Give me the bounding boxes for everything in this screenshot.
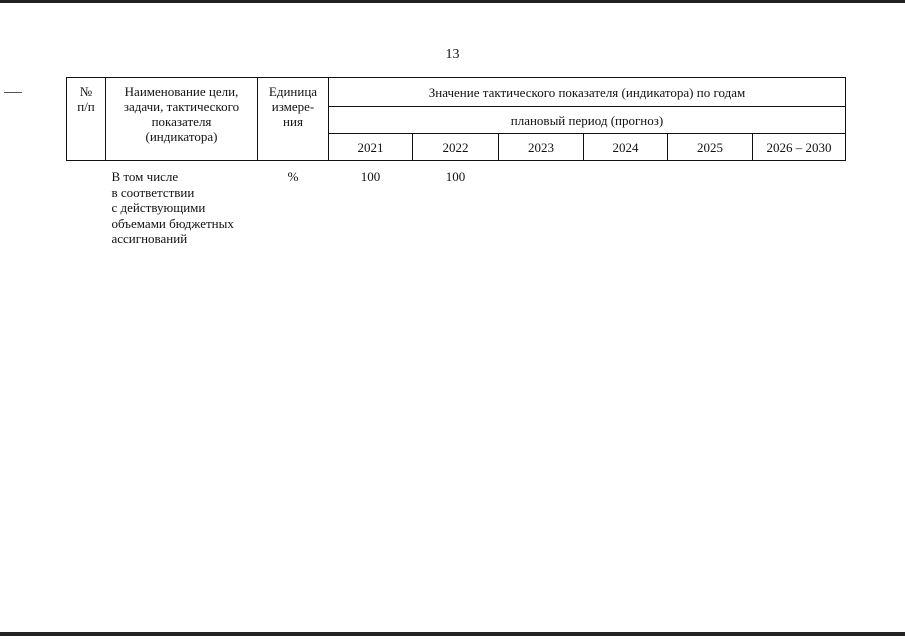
header-unit-cell bbox=[258, 78, 329, 161]
header-row-1 bbox=[67, 78, 846, 107]
row-value-cell bbox=[499, 161, 584, 247]
table-row bbox=[67, 161, 846, 247]
header-num-label: п/п bbox=[77, 99, 95, 114]
year-header-cell: 2021 bbox=[329, 134, 413, 161]
header-name-cell bbox=[106, 78, 258, 161]
row-value-cell bbox=[584, 161, 668, 247]
year-header-cell: 2023 bbox=[499, 134, 584, 161]
header-num-symbol: № bbox=[79, 84, 93, 99]
row-name-line: в соответствии bbox=[111, 184, 195, 200]
row-num-cell bbox=[67, 161, 106, 247]
row-name-cell bbox=[106, 161, 258, 247]
row-value-cell: 100 bbox=[360, 169, 381, 184]
row-name-line: объемами бюджетных bbox=[111, 215, 234, 231]
row-value-cell bbox=[753, 161, 846, 247]
year-header-cell: 2022 bbox=[413, 134, 499, 161]
scan-edge-bottom bbox=[0, 632, 905, 636]
page-number: 13 bbox=[445, 47, 460, 62]
row-value-cell bbox=[668, 161, 753, 247]
header-name-line: Наименование цели, bbox=[124, 84, 239, 99]
header-unit-line: измере- bbox=[271, 99, 315, 114]
header-value-cell: Значение тактического показателя (индикатора) по годам bbox=[329, 78, 846, 107]
year-header-cell: 2024 bbox=[584, 134, 668, 161]
row-name-line: ассигнований bbox=[111, 231, 188, 246]
header-name-line: задачи, тактического bbox=[123, 99, 240, 114]
header-unit-line: ния bbox=[283, 114, 303, 129]
row-value-cell: 100 bbox=[445, 169, 466, 184]
header-unit-line: Единица bbox=[268, 84, 318, 99]
row-name-line: В том числе bbox=[111, 169, 179, 184]
header-num-cell bbox=[67, 78, 106, 161]
margin-mark bbox=[4, 92, 22, 93]
header-period-cell: плановый период (прогноз) bbox=[329, 107, 846, 134]
scan-edge-top bbox=[0, 0, 905, 3]
indicator-table bbox=[66, 77, 846, 247]
year-header-cell: 2025 bbox=[668, 134, 753, 161]
row-name-line: с действующими bbox=[111, 200, 206, 215]
year-header-cell: 2026 – 2030 bbox=[753, 134, 846, 161]
header-name-line: показателя bbox=[151, 114, 212, 129]
header-name-line: (индикатора) bbox=[145, 129, 218, 144]
row-unit-cell: % bbox=[287, 169, 299, 184]
